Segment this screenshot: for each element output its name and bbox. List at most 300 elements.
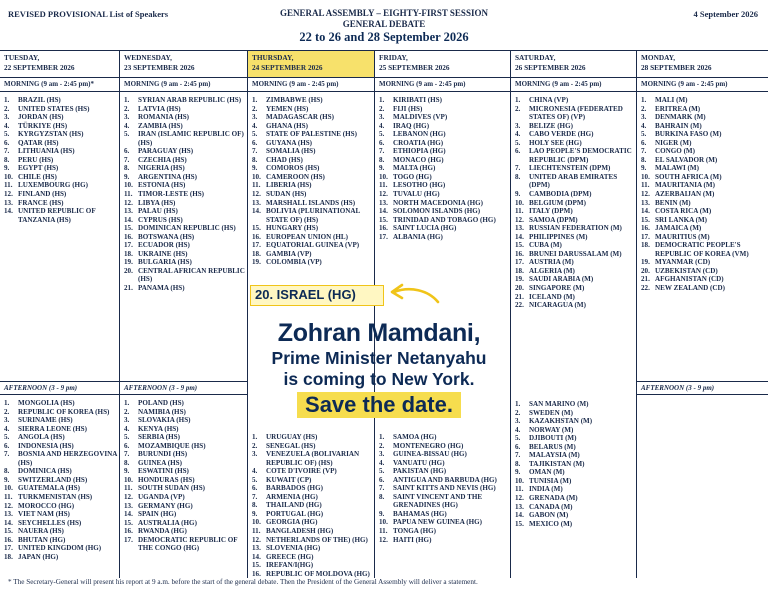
speaker-item	[124, 173, 245, 182]
speaker-number: 6.	[379, 475, 385, 484]
speaker-name: PANAMA (HS)	[138, 284, 185, 293]
speaker-number: 18.	[515, 266, 524, 275]
speaker-name: GERMANY (HG)	[138, 501, 193, 510]
speaker-number: 9.	[124, 172, 130, 181]
speaker-name: SOUTH SUDAN (HS)	[138, 484, 206, 493]
speaker-item	[252, 233, 372, 242]
speaker-number: 4.	[252, 467, 258, 476]
speaker-number: 2.	[4, 104, 10, 113]
speaker-number: 13.	[252, 544, 261, 553]
speaker-item	[641, 190, 766, 199]
speaker-name: FIJI (HS)	[393, 104, 423, 113]
speaker-number: 5.	[379, 130, 385, 139]
speaker-item	[641, 216, 766, 225]
speaker-item	[641, 275, 766, 284]
day-header	[637, 51, 768, 78]
speaker-name: INDONESIA (HS)	[18, 441, 74, 450]
speaker-number: 2.	[379, 104, 385, 113]
speaker-name: VANUATU (HG)	[393, 458, 445, 467]
promo-line-3: is coming to New York.	[283, 369, 475, 389]
speaker-item	[4, 96, 117, 105]
speaker-name: LIBYA (HS)	[138, 198, 176, 207]
speaker-name: UNITED ARAB EMIRATES (DPM)	[529, 172, 618, 190]
arrow-icon	[388, 280, 440, 312]
speaker-item	[379, 147, 508, 156]
speaker-name: PERU (HS)	[18, 155, 54, 164]
speaker-item	[379, 190, 508, 199]
speaker-item	[124, 113, 245, 122]
speaker-item	[4, 399, 117, 408]
speaker-name: ESWATINI (HS)	[138, 467, 189, 476]
speaker-number: 3.	[252, 113, 258, 122]
speaker-item	[515, 224, 634, 233]
day-header	[375, 51, 510, 78]
speaker-name: KAZAKHSTAN (M)	[529, 417, 593, 426]
speaker-item	[641, 139, 766, 148]
speaker-item	[124, 224, 245, 233]
speaker-number: 4.	[4, 121, 10, 130]
speaker-item	[124, 510, 245, 519]
speaker-item	[252, 113, 372, 122]
speaker-number: 7.	[641, 147, 647, 156]
speaker-name: MONGOLIA (HS)	[18, 399, 75, 407]
speaker-item	[4, 544, 117, 553]
morning-slot-label: MORNING (9 am - 2:45 pm)	[511, 78, 636, 92]
speaker-item	[515, 233, 634, 242]
speaker-number: 3.	[252, 450, 258, 459]
speaker-item	[252, 241, 372, 250]
speaker-number: 9.	[515, 468, 521, 477]
speaker-name: ALGERIA (M)	[529, 266, 575, 275]
speaker-number: 17.	[641, 232, 650, 241]
speaker-name: AFGHANISTAN (CD)	[655, 275, 724, 284]
speaker-item	[641, 164, 766, 173]
speaker-number: 11.	[124, 484, 133, 493]
speaker-number: 9.	[379, 164, 385, 173]
speaker-name: ITALY (DPM)	[529, 207, 573, 216]
day-header	[511, 51, 636, 78]
speaker-item	[641, 199, 766, 208]
speaker-item	[515, 199, 634, 208]
speaker-name: HOLY SEE (HG)	[529, 138, 582, 147]
speaker-item	[4, 502, 117, 511]
speaker-number: 13.	[4, 510, 13, 519]
speaker-name: SPAIN (HG)	[138, 510, 177, 519]
speaker-number: 12.	[515, 215, 524, 224]
speaker-item	[124, 181, 245, 190]
speaker-name: GEORGIA (HG)	[266, 518, 318, 527]
speaker-name: BRUNEI DARUSSALAM (M)	[529, 249, 622, 258]
speaker-name: MARSHALL ISLANDS (HS)	[266, 198, 356, 207]
speaker-name: UZBEKISTAN (CD)	[655, 266, 718, 275]
day-name: TUESDAY,	[4, 53, 40, 62]
speaker-number: 4.	[252, 121, 258, 130]
speaker-number: 10.	[252, 518, 261, 527]
speaker-name: TAJIKISTAN (M)	[529, 459, 585, 468]
morning-speakers	[637, 92, 768, 293]
day-header	[120, 51, 247, 78]
speaker-name: MALI (M)	[655, 96, 688, 104]
speaker-number: 1.	[515, 400, 521, 408]
morning-speakers	[120, 92, 247, 293]
speaker-name: COSTA RICA (M)	[655, 207, 712, 216]
speaker-item	[641, 224, 766, 233]
speaker-number: 11.	[515, 485, 524, 494]
speaker-name: STATE OF PALESTINE (HS)	[266, 130, 357, 139]
speaker-number: 10.	[515, 476, 524, 485]
speaker-number: 18.	[4, 552, 13, 561]
speaker-item	[641, 105, 766, 114]
speaker-item	[252, 493, 372, 502]
list-status: REVISED PROVISIONAL List of Speakers	[8, 9, 169, 19]
speaker-item	[124, 156, 245, 165]
speaker-number: 12.	[379, 535, 388, 544]
speaker-number: 11.	[4, 181, 13, 190]
speaker-name: CHINA (VP)	[529, 96, 569, 104]
speaker-name: GUYANA (HS)	[266, 138, 313, 147]
speaker-item	[4, 105, 117, 114]
speaker-number: 13.	[252, 198, 261, 207]
speaker-number: 16.	[641, 224, 650, 233]
speaker-name: NETHERLANDS OF THE) (HG)	[266, 535, 368, 544]
speaker-number: 16.	[124, 232, 133, 241]
speaker-name: VIET NAM (HS)	[18, 510, 70, 519]
speaker-item	[515, 147, 634, 164]
speaker-number: 1.	[252, 96, 258, 104]
morning-speakers	[248, 92, 374, 267]
speaker-name: PALAU (HS)	[138, 207, 178, 216]
speaker-name: HUNGARY (HS)	[266, 224, 319, 233]
speaker-item	[252, 199, 372, 208]
speaker-number: 6.	[4, 441, 10, 450]
speaker-number: 6.	[124, 147, 130, 156]
speaker-number: 4.	[379, 458, 385, 467]
speaker-number: 2.	[515, 104, 521, 113]
speaker-item	[641, 147, 766, 156]
speaker-item	[252, 190, 372, 199]
speaker-number: 7.	[515, 164, 521, 173]
speaker-name: JORDAN (HS)	[18, 113, 64, 122]
speaker-number: 2.	[124, 104, 130, 113]
afternoon-slot-label: AFTERNOON (3 - 9 pm)	[0, 381, 119, 395]
speaker-name: ALBANIA (HG)	[393, 232, 443, 241]
speaker-item	[124, 267, 245, 284]
speaker-name: HAITI (HG)	[393, 535, 432, 544]
speaker-name: SYRIAN ARAB REPUBLIC (HS)	[138, 96, 242, 104]
speaker-name: AUSTRIA (M)	[529, 258, 574, 267]
speaker-number: 15.	[379, 215, 388, 224]
speaker-name: DEMOCRATIC PEOPLE'S REPUBLIC OF KOREA (VM)	[655, 241, 749, 258]
speaker-name: MOZAMBIQUE (HS)	[138, 441, 206, 450]
speaker-name: CABO VERDE (HG)	[529, 130, 594, 139]
speaker-name: DOMINICAN REPUBLIC (HS)	[138, 224, 236, 233]
speaker-number: 16.	[379, 224, 388, 233]
speaker-item	[515, 451, 634, 460]
speaker-number: 12.	[4, 501, 13, 510]
speaker-name: GUINEA-BISSAU (HG)	[393, 450, 467, 459]
speaker-item	[379, 224, 508, 233]
speaker-name: EGYPT (HS)	[18, 164, 59, 173]
speaker-number: 4.	[515, 425, 521, 434]
speaker-number: 13.	[515, 502, 524, 511]
speaker-item	[252, 518, 372, 527]
speaker-number: 21.	[641, 275, 650, 284]
speaker-name: UNITED KINGDOM (HG)	[18, 544, 102, 553]
speaker-item	[252, 181, 372, 190]
speaker-item	[515, 434, 634, 443]
speaker-name: DENMARK (M)	[655, 113, 706, 122]
speaker-number: 13.	[124, 207, 133, 216]
day-date: 26 SEPTEMBER 2026	[515, 62, 586, 72]
speaker-name: IREFAN/I(HG)	[266, 561, 314, 570]
speaker-name: CAMBODIA (DPM)	[529, 190, 592, 199]
speaker-item	[252, 501, 372, 510]
speaker-item	[4, 450, 117, 467]
speaker-name: GABON (M)	[529, 511, 569, 520]
speaker-item	[641, 130, 766, 139]
speaker-item	[124, 216, 245, 225]
speaker-name: MOROCCO (HG)	[18, 501, 75, 510]
speaker-item	[252, 173, 372, 182]
speaker-item	[124, 493, 245, 502]
morning-slot-label: MORNING (9 am - 2:45 pm)	[248, 78, 374, 92]
speaker-item	[379, 216, 508, 225]
speaker-number: 20.	[124, 266, 133, 275]
speaker-number: 5.	[252, 475, 258, 484]
day-name: SATURDAY,	[515, 53, 556, 62]
speaker-name: SURINAME (HS)	[18, 416, 73, 425]
speaker-item	[515, 426, 634, 435]
speaker-item	[4, 139, 117, 148]
speaker-number: 7.	[252, 492, 258, 501]
speaker-number: 18.	[124, 249, 133, 258]
speaker-name: IRAN (ISLAMIC REPUBLIC OF) (HS)	[138, 130, 244, 147]
speaker-name: ZIMBABWE (HS)	[266, 96, 323, 104]
speaker-item	[379, 105, 508, 114]
speaker-name: FINLAND (HS)	[18, 190, 67, 199]
speaker-item	[124, 484, 245, 493]
speaker-name: SINGAPORE (M)	[529, 284, 585, 293]
speaker-number: 2.	[515, 408, 521, 417]
speaker-name: SOUTH AFRICA (M)	[655, 172, 722, 181]
speaker-name: QATAR (HS)	[18, 138, 59, 147]
speaker-item	[124, 467, 245, 476]
speaker-name: ECUADOR (HS)	[138, 241, 190, 250]
speaker-number: 9.	[252, 509, 258, 518]
speaker-number: 9.	[4, 475, 10, 484]
speaker-number: 10.	[4, 172, 13, 181]
speaker-number: 11.	[641, 181, 650, 190]
israel-highlight: 20. ISRAEL (HG)	[250, 285, 384, 306]
speaker-name: EL SALVADOR (M)	[655, 155, 718, 164]
speaker-number: 3.	[124, 416, 130, 425]
speaker-name: MYANMAR (CD)	[655, 258, 711, 267]
speaker-number: 3.	[515, 417, 521, 426]
speaker-item	[515, 443, 634, 452]
speaker-name: RWANDA (HG)	[138, 527, 187, 536]
day-header	[248, 51, 374, 78]
speaker-name: NORTH MACEDONIA (HG)	[393, 198, 483, 207]
speaker-number: 11.	[4, 493, 13, 502]
speaker-item	[515, 409, 634, 418]
speaker-name: MAURITANIA (M)	[655, 181, 715, 190]
speaker-number: 1.	[4, 399, 10, 407]
speaker-name: CAMEROON (HS)	[266, 172, 325, 181]
speaker-number: 4.	[641, 121, 647, 130]
speaker-item	[641, 267, 766, 276]
promo-overlay	[238, 318, 520, 432]
speaker-number: 10.	[124, 181, 133, 190]
speaker-item	[252, 553, 372, 562]
speaker-item	[124, 258, 245, 267]
speaker-number: 15.	[124, 518, 133, 527]
speaker-item	[379, 442, 508, 451]
speaker-item	[379, 139, 508, 148]
speaker-item	[515, 301, 634, 310]
speaker-number: 8.	[252, 501, 258, 510]
speaker-number: 7.	[515, 451, 521, 460]
speaker-item	[515, 250, 634, 259]
speaker-item	[379, 156, 508, 165]
speaker-name: SENEGAL (HS)	[266, 441, 316, 450]
morning-speakers	[511, 92, 636, 310]
speaker-item	[124, 199, 245, 208]
speaker-item	[4, 173, 117, 182]
speaker-number: 7.	[4, 147, 10, 156]
speaker-name: NIGERIA (HS)	[138, 164, 185, 173]
speaker-number: 3.	[124, 113, 130, 122]
speaker-name: ANTIGUA AND BARBUDA (HG)	[393, 475, 497, 484]
speaker-name: LATVIA (HS)	[138, 104, 181, 113]
speaker-name: MADAGASCAR (HS)	[266, 113, 334, 122]
day-date: 25 SEPTEMBER 2026	[379, 62, 450, 72]
speaker-number: 15.	[124, 224, 133, 233]
speaker-item	[252, 130, 372, 139]
speaker-item	[252, 147, 372, 156]
speaker-name: BOSNIA AND HERZEGOVINA (HS)	[18, 450, 117, 467]
speaker-number: 4.	[124, 424, 130, 433]
speaker-number: 14.	[252, 207, 261, 216]
speaker-item	[515, 400, 634, 409]
speaker-name: NORWAY (M)	[529, 425, 574, 434]
afternoon-speakers	[375, 429, 510, 544]
speaker-name: ERITREA (M)	[655, 104, 701, 113]
speaker-name: GHANA (HS)	[266, 121, 308, 130]
speaker-name: GRENADA (M)	[529, 494, 578, 503]
speaker-number: 10.	[515, 198, 524, 207]
speaker-number: 3.	[4, 113, 10, 122]
speaker-name: ZAMBIA (HS)	[138, 121, 183, 130]
speaker-name: NEW ZEALAND (CD)	[655, 284, 726, 293]
footnote: * The Secretary-General will present his report at 9 a.m. before the start of the general debate. Then the President of the General Assembly will deliver a statement.	[8, 578, 478, 586]
speaker-item	[252, 467, 372, 476]
speaker-item	[124, 399, 245, 408]
speaker-number: 9.	[641, 164, 647, 173]
speaker-item	[4, 484, 117, 493]
speaker-item	[252, 250, 372, 259]
speaker-item	[252, 442, 372, 451]
speaker-name: NAMIBIA (HS)	[138, 407, 186, 416]
speaker-item	[4, 527, 117, 536]
speaker-number: 1.	[515, 96, 521, 104]
speaker-item	[515, 164, 634, 173]
speaker-name: AZERBAIJAN (M)	[655, 190, 715, 199]
speaker-number: 3.	[515, 121, 521, 130]
speaker-number: 7.	[379, 484, 385, 493]
speaker-item	[379, 467, 508, 476]
speaker-item	[124, 433, 245, 442]
speaker-number: 13.	[124, 501, 133, 510]
speaker-item	[379, 233, 508, 242]
afternoon-speakers	[511, 396, 636, 528]
speaker-name: OMAN (M)	[529, 468, 565, 477]
day-column	[0, 51, 119, 578]
speaker-item	[252, 139, 372, 148]
speaker-name: DJIBOUTI (M)	[529, 434, 577, 443]
speaker-number: 2.	[4, 407, 10, 416]
morning-slot-label: MORNING (9 am - 2:45 pm)	[375, 78, 510, 92]
speaker-number: 6.	[252, 138, 258, 147]
speaker-number: 22.	[515, 301, 524, 310]
speaker-number: 20.	[641, 266, 650, 275]
morning-speakers	[375, 92, 510, 241]
speaker-name: MALDIVES (VP)	[393, 113, 448, 122]
speaker-number: 10.	[379, 518, 388, 527]
speaker-item	[379, 181, 508, 190]
speaker-item	[4, 510, 117, 519]
speaker-name: KENYA (HS)	[138, 424, 179, 433]
speaker-number: 2.	[379, 441, 385, 450]
speaker-item	[252, 544, 372, 553]
speaker-name: SRI LANKA (M)	[655, 215, 708, 224]
speaker-name: CENTRAL AFRICAN REPUBLIC (HS)	[138, 266, 245, 284]
speaker-item	[379, 484, 508, 493]
speaker-name: BANGLADESH (HG)	[266, 527, 334, 536]
speaker-item	[4, 442, 117, 451]
speaker-item	[252, 96, 372, 105]
speaker-number: 9.	[515, 190, 521, 199]
speaker-name: SIERRA LEONE (HS)	[18, 424, 87, 433]
afternoon-speakers	[637, 395, 768, 399]
speaker-number: 17.	[252, 241, 261, 250]
day-name: THURSDAY,	[252, 53, 294, 62]
day-date: 28 SEPTEMBER 2026	[641, 62, 712, 72]
speaker-name: SAN MARINO (M)	[529, 400, 589, 408]
speaker-number: 5.	[379, 467, 385, 476]
speaker-number: 5.	[4, 433, 10, 442]
speaker-item	[515, 267, 634, 276]
speaker-item	[641, 156, 766, 165]
speaker-name: UKRAINE (HS)	[138, 249, 188, 258]
speaker-name: SEYCHELLES (HS)	[18, 518, 82, 527]
speaker-name: CHILE (HS)	[18, 172, 57, 181]
speaker-number: 1.	[379, 96, 385, 104]
speaker-item	[252, 156, 372, 165]
speaker-name: JAMAICA (M)	[655, 224, 702, 233]
speaker-name: ICELAND (M)	[529, 292, 575, 301]
speaker-item	[252, 450, 372, 467]
speaker-name: UGANDA (VP)	[138, 493, 185, 502]
speaker-item	[4, 199, 117, 208]
speaker-number: 13.	[379, 198, 388, 207]
speaker-item	[379, 433, 508, 442]
speaker-item	[515, 207, 634, 216]
speaker-number: 2.	[252, 441, 258, 450]
speaker-number: 11.	[252, 181, 261, 190]
speaker-name: LAO PEOPLE'S DEMOCRATIC REPUBLIC (DPM)	[529, 147, 632, 164]
speaker-number: 4.	[379, 121, 385, 130]
day-column	[636, 51, 768, 578]
